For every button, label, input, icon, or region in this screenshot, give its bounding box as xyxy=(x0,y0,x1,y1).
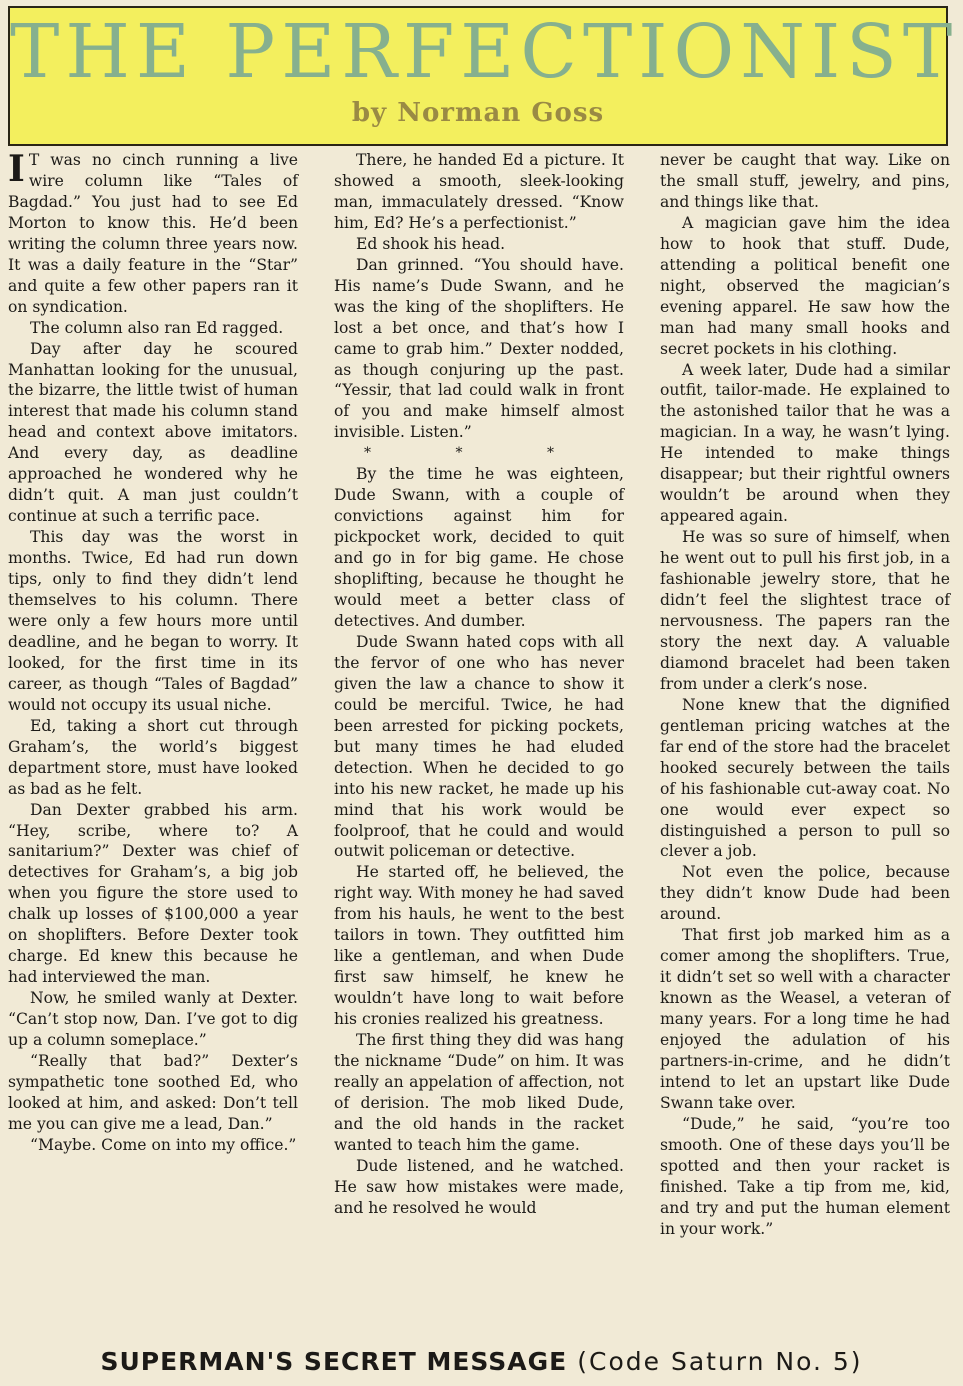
paragraph: Ed, taking a short cut through Graham’s, the world’s biggest department store, must have looked as bad as he felt. xyxy=(8,716,298,798)
paragraph: never be caught that way. Like on the small stuff, jewelry, and pins, and things like that. xyxy=(660,151,950,211)
secret-message-code: (Code Saturn No. 5) xyxy=(577,1347,863,1376)
paragraph: A week later, Dude had a similar outfit, tailor-made. He explained to the astonished tailor that he was a magician. In a way, he wasn’t lying. He intended to make things disappear; but their rightful owners wouldn’t be around when they appeared again. xyxy=(660,360,950,526)
secret-message-label: SUPERMAN'S SECRET MESSAGE xyxy=(100,1347,568,1376)
paragraph: He started off, he believed, the right way. With money he had saved from his hauls, he went to the best tailors in town. They outfitted him like a gentleman, and when Dude first saw himself, he knew he wouldn’t have long to wait before his cronies realized his greatness. xyxy=(334,863,624,1029)
story-title: THE PERFECTIONIST xyxy=(10,9,959,95)
paragraph: “Really that bad?” Dexter’s sympathetic tone soothed Ed, who looked at him, and asked: Don’t tell me you can give me a lead, Dan.” xyxy=(8,1051,298,1133)
story-byline: by Norman Goss xyxy=(351,98,605,128)
paragraph: A magician gave him the idea how to hook that stuff. Dude, attending a political benefit one night, observed the magician’s evening apparel. He saw how the man had many small hooks and secret pockets in his clothing. xyxy=(660,213,950,358)
paragraph: Dan grinned. “You should have. His name’s Dude Swann, and he was the king of the shoplifters. He lost a bet once, and that’s how I came to grab him.” Dexter nodded, as though conjuring up the past. “Yessir, that lad could walk in front of you and make himself almost invisible. Listen.” xyxy=(334,255,624,442)
paragraph: Dan Dexter grabbed his arm. “Hey, scribe, where to? A sanitarium?” Dexter was chief of detectives for Graham’s, a big job when you figure the store used to chalk up losses of $100,000 a year on shoplifters. Before Dexter took charge. Ed knew this because he had interviewed the man. xyxy=(8,800,298,987)
footer-message xyxy=(0,1347,963,1376)
paragraph: None knew that the dignified gentleman pricing watches at the far end of the store had the bracelet hooked securely between the tails of his fashionable cut-away coat. No one would ever expect so distinguished a person to pull so clever a job. xyxy=(660,695,950,861)
text-column-3 xyxy=(660,150,950,1240)
paragraph-text: T was no cinch running a live wire column like “Tales of Bagdad.” You just had to see Ed Morton to know this. He’d been writing the column three years now. It was a daily feature in the “Star” and quite a few other papers ran it on syndication. xyxy=(8,151,298,316)
section-break: * * * xyxy=(364,445,594,462)
paragraph: The first thing they did was hang the nickname “Dude” on him. It was really an appelation of affection, not of derision. The mob liked Dude, and the old hands in the racket wanted to teach him the game. xyxy=(334,1031,624,1154)
paragraph: Now, he smiled wanly at Dexter. “Can’t stop now, Dan. I’ve got to dig up a column someplace.” xyxy=(8,989,298,1050)
paragraph: Dude Swann hated cops with all the fervor of one who has never given the law a chance to show it could be merciful. Twice, he had been arrested for picking pockets, but many times he had eluded detection. When he decided to go into his new racket, he made up his mind that his work would be foolproof, that he could and would outwit policeman or detective. xyxy=(334,632,624,861)
paragraph: This day was the worst in months. Twice, Ed had run down tips, only to find they didn’t lend themselves to his column. There were only a few hours more until deadline, and he began to worry. It looked, for the first time in its career, as though “Tales of Bagdad” would not occupy its usual niche. xyxy=(8,528,298,714)
paragraph: Day after day he scoured Manhattan looking for the unusual, the bizarre, the little twist of human interest that made his column stand head and context above imitators. And every day, as deadline approached he wondered why he didn’t quit. A man just couldn’t continue at such a terrific pace. xyxy=(8,339,298,526)
paragraph: That first job marked him as a comer among the shoplifters. True, it didn’t set so well with a character known as the Weasel, a veteran of many years. For a long time he had enjoyed the adulation of his partners-in-crime, and he didn’t intend to let an upstart like Dude Swann take over. xyxy=(660,926,950,1112)
paragraph: “Maybe. Come on into my office.” xyxy=(30,1135,297,1154)
paragraph: By the time he was eighteen, Dude Swann, with a couple of convictions against him for pickpocket work, decided to quit and go in for big game. He chose shoplifting, because he thought he would meet a better class of detectives. And dumber. xyxy=(334,465,624,630)
paragraph: He was so sure of himself, when he went out to pull his first job, in a fashionable jewelry store, that he didn’t feel the slightest trace of nervousness. The papers ran the story the next day. A valuable diamond bracelet had been taken from under a clerk’s nose. xyxy=(660,528,950,693)
drop-cap: I xyxy=(8,148,25,190)
paragraph xyxy=(8,150,298,318)
text-column-2 xyxy=(334,150,624,1219)
title-banner xyxy=(8,6,959,146)
paragraph: “Dude,” he said, “you’re too smooth. One of these days you’ll be spotted and then your racket is finished. Take a tip from me, kid, and try and put the human element in your work.” xyxy=(660,1114,950,1238)
paragraph: Dude listened, and he watched. He saw how mistakes were made, and he resolved he would xyxy=(334,1156,624,1217)
text-column-1 xyxy=(8,150,298,1156)
paragraph: The column also ran Ed ragged. xyxy=(30,318,284,337)
paragraph: There, he handed Ed a picture. It showed a smooth, sleek-looking man, immaculately dressed. “Know him, Ed? He’s a perfectionist.” xyxy=(334,151,624,232)
paragraph: Not even the police, because they didn’t know Dude had been around. xyxy=(660,863,950,924)
paragraph: Ed shook his head. xyxy=(356,234,506,253)
